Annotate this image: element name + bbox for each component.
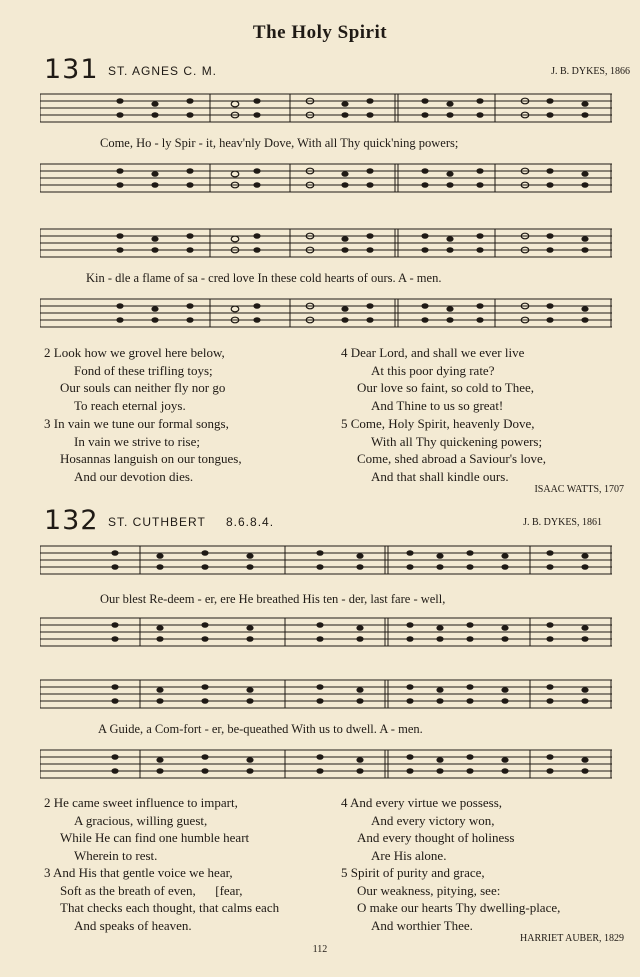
- verse-line: Look how we grovel here below,: [53, 345, 225, 360]
- verse-line: At this poor dying rate?: [371, 362, 495, 378]
- verse-line: And His that gentle voice we hear,: [53, 865, 233, 880]
- tune-name: ST. CUTHBERT: [108, 515, 206, 529]
- music-staff-treble: [40, 676, 612, 710]
- verse-4: [341, 344, 534, 414]
- verse-line: Come, Holy Spirit, heavenly Dove,: [350, 416, 535, 431]
- lyrics-line: Come, Ho - ly Spir - it, heav'nly Dove, With all Thy quick'ning powers;: [100, 136, 459, 150]
- music-staff-bass: [40, 160, 612, 194]
- verse-line: To reach eternal joys.: [74, 397, 186, 413]
- lyrics-line: Kin - dle a flame of sa - cred love In these cold hearts of ours. A - men.: [86, 271, 442, 285]
- verse-line: Come, shed abroad a Saviour's love,: [357, 451, 546, 467]
- page-number: 112: [312, 944, 328, 955]
- verse-number: 3: [44, 865, 51, 880]
- verse-line: Wherein to rest.: [74, 847, 158, 863]
- music-staff-treble: [40, 225, 612, 259]
- verse-line: And our devotion dies.: [74, 468, 194, 484]
- composer: J. B. DYKES, 1861: [523, 517, 602, 528]
- verse-5: [341, 864, 560, 934]
- verse-line: Are His alone.: [371, 847, 447, 863]
- verse-4: [341, 794, 514, 864]
- verse-line: Our souls can neither fly nor go: [60, 380, 226, 396]
- verse-3: [44, 864, 279, 934]
- music-staff-bass: [40, 746, 612, 780]
- verse-line: Soft as the breath of even,: [60, 882, 196, 898]
- verse-line: Our weakness, pitying, see:: [357, 882, 501, 898]
- verse-2: [44, 344, 225, 414]
- verse-line: O make our hearts Thy dwelling-place,: [357, 900, 561, 916]
- music-staff-treble: [40, 90, 612, 124]
- verse-line: Our love so faint, so cold to Thee,: [357, 380, 535, 396]
- author-credit: ISAAC WATTS, 1707: [534, 484, 624, 495]
- verse-line: While He can find one humble heart: [60, 830, 250, 846]
- verse-line: A gracious, willing guest,: [74, 812, 208, 828]
- verse-line: And Thine to us so great!: [371, 397, 504, 413]
- verse-number: 3: [44, 416, 51, 431]
- verse-line: He came sweet influence to impart,: [53, 795, 238, 810]
- verse-number: 2: [44, 345, 51, 360]
- page-title: The Holy Spirit: [252, 22, 388, 43]
- verse-line: And every victory won,: [371, 812, 495, 828]
- verse-5: [341, 415, 546, 485]
- music-staff-bass: [40, 295, 612, 329]
- meter: 8.6.8.4.: [226, 515, 275, 529]
- verse-2: [44, 794, 249, 864]
- composer: J. B. DYKES, 1866: [551, 66, 630, 77]
- lyrics-line: Our blest Re-deem - er, ere He breathed His ten - der, last fare - well,: [100, 592, 446, 606]
- verse-number: 5: [341, 865, 348, 880]
- verse-number: 4: [341, 345, 348, 360]
- verse-number: 5: [341, 416, 348, 431]
- verse-line: And that shall kindle ours.: [371, 468, 509, 484]
- verse-line: And every thought of holiness: [357, 830, 515, 846]
- music-staff-treble: [40, 542, 612, 576]
- verse-line: And worthier Thee.: [371, 917, 473, 933]
- verse-line: Hosannas languish on our tongues,: [60, 451, 242, 467]
- verse-line: That checks each thought, that calms each: [60, 900, 280, 916]
- verse-line: Spirit of purity and grace,: [350, 865, 485, 880]
- verse-line: And every virtue we possess,: [350, 795, 503, 810]
- hymn-number: 132: [44, 505, 99, 536]
- lyrics-line: A Guide, a Com-fort - er, be-queathed With us to dwell. A - men.: [98, 722, 423, 736]
- hymn-number: 131: [44, 54, 99, 85]
- verse-number: 4: [341, 795, 348, 810]
- author-credit: HARRIET AUBER, 1829: [520, 933, 624, 944]
- music-staff-bass: [40, 614, 612, 648]
- verse-number: 2: [44, 795, 51, 810]
- verse-line: And speaks of heaven.: [74, 917, 192, 933]
- verse-line: In vain we tune our formal songs,: [53, 416, 229, 431]
- verse-line: Fond of these trifling toys;: [74, 362, 213, 378]
- verse-bracket: [fear,: [215, 882, 243, 898]
- tune-name: ST. AGNES C. M.: [108, 64, 218, 78]
- verse-line: In vain we strive to rise;: [74, 433, 200, 449]
- verse-3: [44, 415, 242, 485]
- verse-line: Dear Lord, and shall we ever live: [350, 345, 525, 360]
- verse-line: With all Thy quickening powers;: [371, 433, 543, 449]
